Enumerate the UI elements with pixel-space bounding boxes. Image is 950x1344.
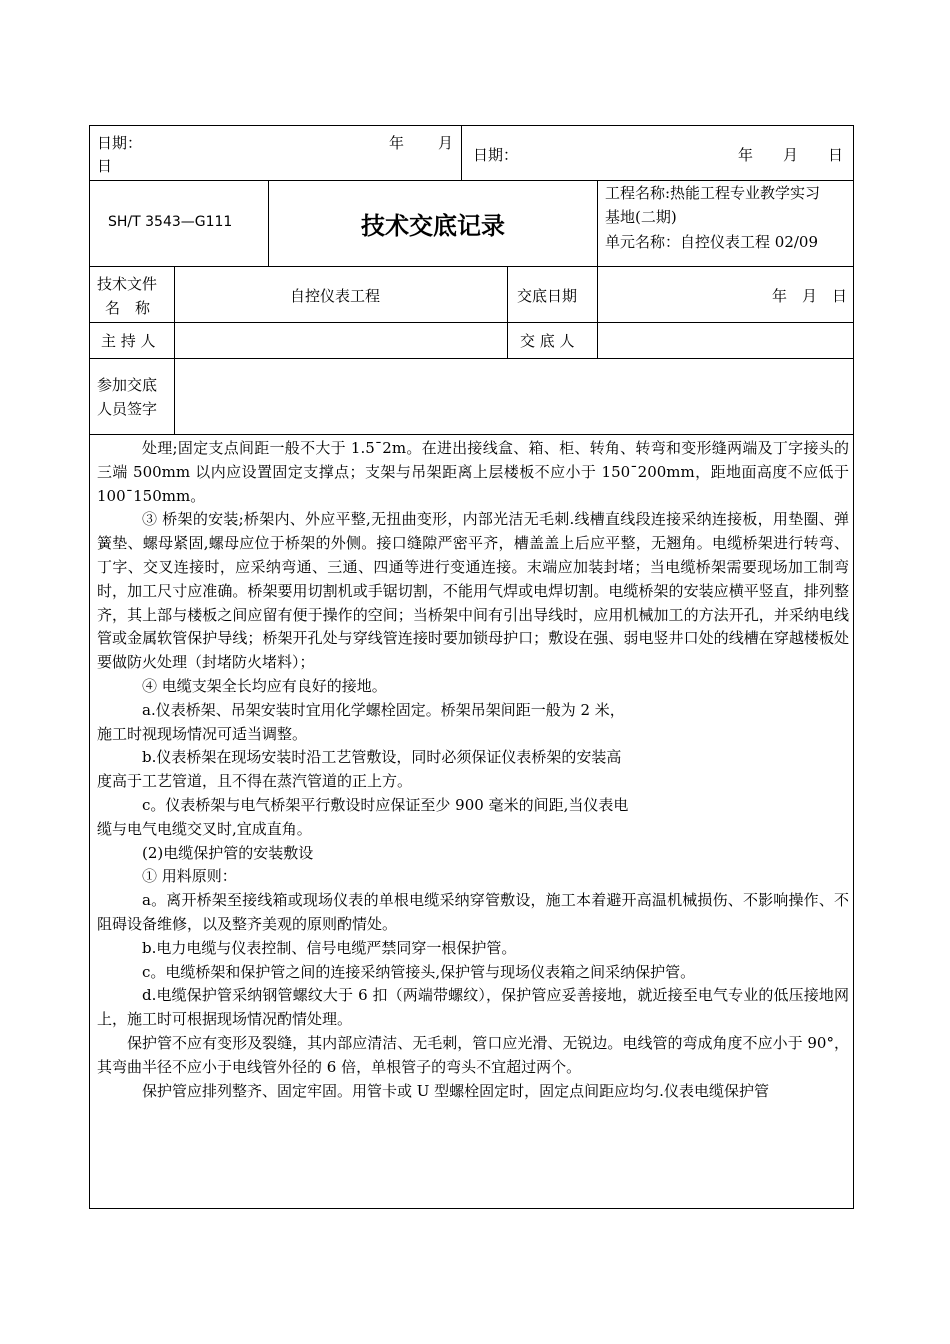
project-name-line1: 工程名称:热能工程专业教学实习 — [605, 184, 821, 202]
date-left-day: 日 — [97, 157, 113, 175]
col-divider — [597, 266, 598, 358]
date-left-label: 日期： — [97, 134, 143, 152]
form-title: 技术交底记录 — [361, 212, 505, 240]
paragraph: 处理;固定支点间距一般不大于 1.5¯2m。在进出接线盒、箱、柜、转角、转弯和变形缝两端及丁字接头的三端 500mm 以内应设置固定支撑点；支架与吊架距离上层楼板不应小于 150¯200mm，距地面高度不应低于 100¯150mm。 — [97, 439, 849, 505]
paragraph: b.仪表桥架在现场安装时沿工艺管敷设，同时必须保证仪表桥架的安装高 — [142, 748, 622, 767]
paragraph: ④ 电缆支架全长均应有良好的接地。 — [142, 676, 387, 695]
date-left-month: 月 — [438, 134, 454, 152]
disclosure-content — [97, 437, 849, 1103]
paragraph: d.电缆保护管采纳钢管螺纹大于 6 扣（两端带螺纹），保护管应妥善接地，就近接至电气专业的低压接地网上，施工时可根据现场情况酌情处理。 — [97, 986, 849, 1029]
col-divider — [597, 180, 598, 266]
presenter-label: 交 底 人 — [520, 332, 575, 350]
brief-date-value: 年 月 日 — [772, 287, 848, 305]
paragraph: 度高于工艺管道，且不得在蒸汽管道的正上方。 — [97, 772, 413, 791]
paragraph: a。离开桥架至接线箱或现场仪表的单根电缆采纳穿管敷设，施工本着避开高温机械损伤、不影响操作、不阻碍设备维修，以及整齐美观的原则酌情处。 — [97, 891, 849, 933]
paragraph: b.电力电缆与仪表控制、信号电缆严禁同穿一根保护管。 — [142, 938, 517, 957]
doc-name-value: 自控仪表工程 — [290, 287, 381, 305]
paragraph: a.仪表桥架、吊架安装时宜用化学螺栓固定。桥架吊架间距一般为 2 米， — [142, 700, 625, 719]
paragraph: 保护管应排列整齐、固定牢固。用管卡或 U 型螺栓固定时，固定点间距应均匀.仪表电缆保护管 — [142, 1081, 769, 1100]
paragraph: 施工时视现场情况可适当调整。 — [97, 724, 308, 743]
unit-name: 单元名称：自控仪表工程 02/09 — [605, 233, 818, 251]
col-divider — [507, 266, 508, 358]
brief-date-label: 交底日期 — [517, 287, 578, 305]
paragraph: (2)电缆保护管的安装敷设 — [142, 843, 314, 862]
row-divider — [89, 180, 854, 181]
paragraph: 缆与电气电缆交叉时,宜成直角。 — [97, 819, 312, 838]
doc-name-label-1: 技术文件 — [97, 275, 158, 293]
participants-label-2: 人员签字 — [97, 400, 158, 418]
date-left-year: 年 — [389, 134, 405, 152]
project-name-line2: 基地(二期) — [605, 208, 677, 226]
row-divider — [89, 266, 854, 267]
standard-code: SH/T 3543—G111 — [108, 214, 233, 230]
row-divider — [89, 322, 854, 323]
col-divider — [174, 266, 175, 434]
col-divider — [268, 180, 269, 266]
col-divider — [461, 125, 462, 180]
paragraph: ③ 桥架的安装;桥架内、外应平整,无扭曲变形，内部光洁无毛刺.线槽直线段连接采纳连接板，用垫圈、弹簧垫、螺母紧固,螺母应位于桥架的外侧。接口缝隙严密平齐，槽盖盖上后应平整，无翘角。电缆桥架进行转弯、丁字、交叉连接时，应采纳弯通、三通、四通等进行变通连接。末端应加装封堵；当电缆桥架需要现场加工制弯时，加工尺寸应准确。桥架要用切割机或手锯切割，不能用气焊或电焊切割。电缆桥架的安装应横平竖直，排列整齐，其上部与楼板之间应留有便于操作的空间；当桥架中间有引出导线时，应用机械加工的方法开孔，并采纳电线管或金属软管保护导线；桥架开孔处与穿线管连接时要加锁母护口；敷设在强、弱电竖井口处的线槽在穿越楼板处要做防火处理（封堵防火堵料）； — [97, 510, 849, 672]
row-divider — [89, 358, 854, 359]
paragraph: c。电缆桥架和保护管之间的连接采纳管接头,保护管与现场仪表箱之间采纳保护管。 — [142, 962, 696, 981]
paragraph: ① 用料原则： — [142, 867, 237, 886]
date-right-label: 日期： — [473, 146, 519, 164]
paragraph: c。仪表桥架与电气桥架平行敷设时应保证至少 900 毫米的间距,当仪表电 — [142, 795, 629, 814]
participants-label-1: 参加交底 — [97, 376, 158, 394]
host-label: 主 持 人 — [101, 332, 156, 350]
doc-name-label-2: 名 称 — [105, 299, 151, 317]
paragraph: 保护管不应有变形及裂缝，其内部应清洁、无毛刺，管口应光滑、无锐边。电线管的弯成角度不应小于 90°，其弯曲半径不应小于电线管外径的 6 倍，单根管子的弯头不宜超过两个。 — [97, 1033, 849, 1076]
date-right-ymd: 年 月 日 — [738, 146, 844, 164]
row-divider — [89, 434, 854, 435]
